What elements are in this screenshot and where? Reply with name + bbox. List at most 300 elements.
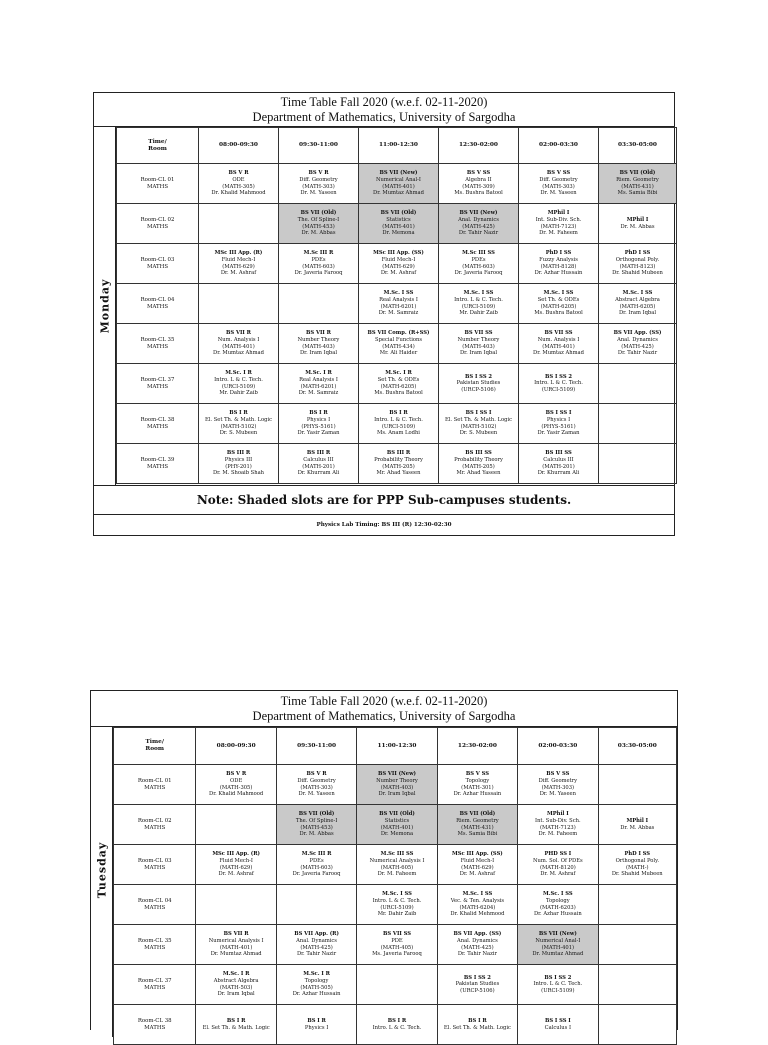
cell-line: Topology (304, 977, 329, 984)
cell-line: Physics I (306, 416, 331, 423)
cell-line: Dr. M. Yaseen (540, 190, 577, 197)
cell-line: BS I SS 2 (544, 974, 572, 981)
department-subtitle: Department of Mathematics, University of Sargodha (252, 110, 516, 124)
cell-line: Probability Theory (454, 456, 503, 463)
cell-line: El. Set Th. & Math. Logic (444, 416, 513, 423)
cell-line: BS VII App. (R) (294, 931, 339, 938)
class-slot (276, 1005, 356, 1045)
cell-line: (MATH-5102) (220, 423, 257, 430)
cell-line: (MATH-629) (222, 263, 255, 270)
cell-line: Dr. M. Faheem (538, 831, 578, 838)
cell-line: BS VII (New) (459, 210, 498, 217)
cell-line: (MATH-603) (462, 263, 495, 270)
cell-line: 08:00-09:30 (219, 142, 258, 149)
cell-line: Fluid Mech-I (381, 256, 416, 263)
class-slot (439, 244, 519, 284)
cell-line: (MATH-403) (302, 343, 335, 350)
cell-line: 02:00-03:30 (539, 142, 578, 149)
cell-line: El. Set Th. & Math. Logic (204, 416, 273, 423)
day-label-tuesday: Tuesday (95, 841, 108, 898)
cell-line: Room-CL 01 (137, 777, 172, 784)
class-slot (196, 885, 276, 925)
room-cell (114, 965, 196, 1005)
cell-line: (MATH-6205) (619, 303, 656, 310)
cell-line: (MATH-425) (461, 944, 494, 951)
tuesday-timetable-sheet (90, 690, 678, 1030)
cell-line: Mr. Dahir Zaib (377, 911, 417, 918)
cell-line: Dr. Mumtaz Ahmad (210, 951, 262, 958)
cell-line: Dr. Iram Iqbal (217, 991, 255, 998)
cell-line: (MATH-303) (541, 784, 575, 791)
cell-line: M.Sc. I R (305, 370, 332, 377)
cell-line: (MATH-6201) (380, 303, 417, 310)
cell-line: BS VII (New) (379, 170, 418, 177)
cell-line: Dr. Memona (382, 230, 415, 237)
cell-line: (URCI-5109) (381, 423, 416, 430)
cell-line: Dr. Memona (380, 831, 414, 838)
class-slot (598, 925, 676, 965)
tuesday-schedule-table (113, 727, 677, 1045)
room-cell (114, 1005, 196, 1045)
cell-line: (MATH-8120) (539, 864, 576, 871)
class-slot (276, 765, 356, 805)
room-cell (117, 444, 199, 484)
cell-line: (MATH-309) (462, 183, 495, 190)
cell-line: BS V SS (546, 771, 570, 778)
table-row (114, 805, 677, 845)
time-slot-header (439, 128, 519, 164)
cell-line: (MATH-205) (462, 463, 495, 470)
cell-line: BS I R (309, 410, 328, 417)
cell-line: (MATH-6204) (459, 904, 496, 911)
class-slot (276, 885, 356, 925)
cell-line: Intro. L & C. Tech. (372, 1024, 422, 1031)
table-row (117, 324, 677, 364)
cell-line: (MATH-401) (222, 343, 255, 350)
cell-line: (MATH-629) (461, 864, 494, 871)
cell-line: (MATH-305) (219, 784, 253, 791)
class-slot (519, 324, 599, 364)
class-slot (357, 925, 437, 965)
cell-line: Int. Sub-Div. Sch. (535, 216, 582, 223)
cell-line: Dr. Tahir Nazir (457, 951, 497, 958)
cell-line: Intro. L & C. Tech. (374, 416, 423, 423)
cell-line: Dr. M. Yaseen (539, 791, 576, 798)
cell-line: M.Sc. I R (225, 370, 252, 377)
cell-line: MSc III App. (R) (212, 851, 260, 858)
time-slot-header (519, 128, 599, 164)
cell-line: Calculus III (543, 456, 574, 463)
cell-line: Intro. L & C. Tech. (214, 376, 263, 383)
tuesday-title-block (91, 691, 677, 727)
class-slot (199, 204, 279, 244)
class-slot (439, 284, 519, 324)
table-row (114, 1005, 677, 1045)
cell-line: (MATH-7123) (540, 223, 577, 230)
class-slot (279, 284, 359, 324)
cell-line: BS V R (306, 771, 327, 778)
cell-line: Dr. M. Ashraf (459, 871, 496, 878)
cell-line: BS VII (Old) (380, 210, 417, 217)
table-row (117, 364, 677, 404)
cell-line: BS V SS (465, 771, 489, 778)
cell-line: MATHS (144, 984, 166, 991)
cell-line: MATHS (146, 263, 169, 270)
cell-line: (MATH-405) (380, 944, 414, 951)
cell-line: BS VII R (223, 931, 249, 938)
cell-line: MSc III App. (SS) (373, 250, 424, 257)
cell-line: PDEs (309, 857, 324, 864)
cell-line: BS V R (308, 170, 329, 177)
cell-line: Anal. Dynamics (457, 937, 498, 944)
room-cell (114, 805, 196, 845)
time-slot-header (598, 728, 676, 765)
cell-line: M.Sc III SS (462, 250, 495, 257)
cell-line: Abstract Algebra (213, 977, 259, 984)
cell-line: (MATH-401) (219, 944, 253, 951)
cell-line: Diff. Geometry (538, 777, 578, 784)
cell-line: Calculus III (303, 456, 334, 463)
class-slot (276, 845, 356, 885)
cell-line: Mr. Ahad Yaseen (376, 470, 421, 477)
cell-line: Dr. Mumtaz Ahmad (213, 350, 264, 357)
cell-line: BS VII (New) (377, 771, 417, 778)
class-slot-shaded (518, 925, 598, 965)
cell-line: (URCI-5109) (221, 383, 256, 390)
cell-line: Diff. Geometry (297, 777, 336, 784)
table-row (117, 244, 677, 284)
cell-line: Intro. L & C. Tech. (534, 380, 583, 387)
cell-line: MATHS (144, 904, 166, 911)
cell-line: BS VII Comp. (R+SS) (367, 330, 430, 337)
cell-line: Dr. Shahid Mubeen (612, 270, 663, 277)
cell-line: BS I R (468, 1017, 487, 1024)
cell-line: MATHS (146, 383, 169, 390)
class-slot (276, 965, 356, 1005)
cell-line: Number Theory (457, 336, 500, 343)
cell-line: Dr. Tahir Nazir (296, 951, 337, 958)
class-slot (199, 444, 279, 484)
cell-line: (MATH-205) (382, 463, 415, 470)
cell-line: Ms. Bushra Batool (534, 310, 583, 317)
class-slot (519, 364, 599, 404)
class-slot (359, 284, 439, 324)
cell-line: MSc III App. (SS) (452, 851, 503, 858)
cell-line: BS VII SS (464, 330, 493, 337)
cell-line: Dr. Azhar Hussain (534, 270, 583, 277)
class-slot (196, 965, 276, 1005)
cell-line: Pakistan Studies (456, 380, 501, 387)
class-slot (196, 805, 276, 845)
cell-line: 03:30-05:00 (617, 742, 657, 749)
class-slot (599, 444, 677, 484)
class-slot (279, 404, 359, 444)
cell-line: (MATH-401) (542, 343, 575, 350)
time-room-header (117, 128, 199, 164)
cell-line: (MATH-603) (300, 864, 333, 871)
cell-line: (MATH-6203) (539, 904, 576, 911)
cell-line: M.Sc. I SS (542, 891, 573, 898)
cell-line: Statistics (384, 817, 410, 824)
cell-line: Dr. S. Mubeen (459, 430, 498, 437)
cell-line: 02:00-03:30 (538, 742, 578, 749)
cell-line: Dr. S. Mubeen (219, 430, 258, 437)
class-slot (196, 1005, 276, 1045)
cell-line: BS I R (229, 410, 248, 417)
cell-line: El. Set Th. & Math. Logic (443, 1024, 511, 1031)
cell-line: (MATH-403) (380, 784, 414, 791)
time-slot-header (196, 728, 276, 765)
cell-line: Int. Sub-Div. Sch. (535, 817, 581, 824)
cell-line: MPhil I (547, 811, 569, 818)
cell-line: (MATH-) (625, 864, 649, 871)
cell-line: (PHYS-5161) (301, 423, 336, 430)
class-slot (518, 965, 598, 1005)
cell-line: (MATH-431) (461, 824, 494, 831)
cell-line: (MATH-425) (300, 944, 333, 951)
cell-line: MATHS (144, 1024, 166, 1031)
cell-line: Dr. Yasir Zaman (537, 430, 580, 437)
cell-line: Room-CL 04 (137, 897, 172, 904)
cell-line: MPhil I (626, 817, 649, 824)
cell-line: BS VII (Old) (619, 170, 656, 177)
cell-line: (MATH-6201) (300, 383, 337, 390)
cell-line: Dr. Iram Iqbal (378, 791, 416, 798)
class-slot (439, 444, 519, 484)
class-slot (437, 925, 517, 965)
cell-line: BS I R (307, 1017, 326, 1024)
cell-line: BS VII R (226, 330, 251, 337)
cell-line: The. Of Spline-I (295, 817, 338, 824)
timetable-title: Time Table Fall 2020 (w.e.f. 02-11-2020) (280, 95, 488, 109)
class-slot (359, 324, 439, 364)
cell-line: BS VII (Old) (379, 811, 415, 818)
table-row (117, 164, 677, 204)
cell-line: Fuzzy Analysis (539, 256, 578, 263)
cell-line: (MATH-8123) (619, 263, 656, 270)
class-slot (599, 324, 677, 364)
table-row (117, 404, 677, 444)
cell-line: Time/ (148, 138, 167, 145)
cell-line: (MATH-401) (380, 824, 414, 831)
time-slot-header (357, 728, 437, 765)
cell-line: Dr. M. Abbas (299, 831, 334, 838)
cell-line: M.Sc. I R (303, 971, 330, 978)
class-slot (439, 404, 519, 444)
cell-line: Dr. Azhar Hussain (292, 991, 341, 998)
cell-line: MSc III App. (R) (214, 250, 263, 257)
cell-line: BS I R (387, 1017, 407, 1024)
class-slot-shaded (357, 805, 437, 845)
cell-line: (MATH-434) (382, 343, 415, 350)
cell-line: Room (148, 145, 167, 152)
class-slot (359, 364, 439, 404)
cell-line: (URCI-5109) (461, 303, 496, 310)
cell-line: Room-CL 35 (140, 336, 175, 343)
class-slot (598, 885, 676, 925)
cell-line: BS VII (Old) (459, 811, 496, 818)
class-slot (357, 885, 437, 925)
cell-line: Dr. Javeria Farooq (292, 871, 341, 878)
cell-line: M.Sc. I SS (463, 290, 494, 297)
cell-line: 09:30-11:00 (297, 742, 337, 749)
cell-line: (MATH-401) (541, 944, 575, 951)
cell-line: M.Sc. I R (385, 370, 412, 377)
cell-line: Dr. Shahid Mubeen (611, 871, 663, 878)
class-slot-shaded (357, 765, 437, 805)
cell-line: BS III R (386, 450, 411, 457)
cell-line: 11:00-12:30 (377, 742, 417, 749)
class-slot (437, 885, 517, 925)
cell-line: PDE (391, 937, 403, 944)
cell-line: The. Of Spline-I (297, 216, 340, 223)
cell-line: (MATH-303) (542, 183, 575, 190)
class-slot (439, 364, 519, 404)
class-slot (519, 164, 599, 204)
cell-line: Ms. Bushra Batool (374, 390, 423, 397)
cell-line: Dr. M. Ashraf (540, 871, 576, 878)
class-slot (518, 845, 598, 885)
table-row (117, 284, 677, 324)
class-slot (276, 925, 356, 965)
cell-line: BS V R (228, 170, 249, 177)
cell-line: M.Sc III R (301, 851, 332, 858)
room-cell (114, 925, 196, 965)
cell-line: BS V R (226, 771, 247, 778)
department-subtitle: Department of Mathematics, University of Sargodha (252, 709, 516, 723)
cell-line: Dr. Yasir Zaman (297, 430, 340, 437)
room-cell (114, 765, 196, 805)
cell-line: MATHS (144, 784, 166, 791)
cell-line: BS VII R (306, 330, 331, 337)
class-slot (519, 404, 599, 444)
cell-line: BS I SS 2 (545, 373, 572, 380)
cell-line: PhD I SS (624, 250, 651, 257)
class-slot (598, 805, 676, 845)
cell-line: Dr. Khalid Mahmood (211, 190, 266, 197)
class-slot-shaded (279, 204, 359, 244)
class-slot (599, 284, 677, 324)
cell-line: Dr. M. Faheem (539, 230, 578, 237)
cell-line: Dr. M. Shoaib Shah (212, 470, 265, 477)
cell-line: MATHS (144, 824, 166, 831)
cell-line: Time/ (145, 739, 164, 746)
cell-line: BS I R (389, 410, 408, 417)
cell-line: Numerical Analysis I (208, 937, 264, 944)
class-slot (357, 965, 437, 1005)
cell-line: Diff. Geometry (539, 176, 578, 183)
cell-line: Room-CL 02 (137, 817, 172, 824)
cell-line: (MATH-401) (382, 223, 415, 230)
class-slot (199, 164, 279, 204)
cell-line: Physics I (304, 1024, 329, 1031)
cell-line: M.Sc. I SS (622, 290, 653, 297)
cell-line: (MATH-505) (300, 984, 333, 991)
tuesday-day-column (91, 727, 113, 1037)
cell-line: Room-CL 02 (140, 216, 175, 223)
class-slot (518, 1005, 598, 1045)
cell-line: Dr. Khurram Ali (297, 470, 340, 477)
cell-line: Number Theory (376, 777, 418, 784)
class-slot (518, 885, 598, 925)
cell-line: (MATH-301) (461, 784, 494, 791)
time-slot-header (437, 728, 517, 765)
cell-line: Set Th. & ODEs (377, 376, 420, 383)
cell-line: (MATH-401) (382, 183, 415, 190)
time-slot-header (359, 128, 439, 164)
time-slot-header (199, 128, 279, 164)
class-slot (518, 765, 598, 805)
cell-line: Room-CL 04 (140, 296, 175, 303)
cell-line: BS I R (226, 1017, 246, 1024)
cell-line: 03:30-05:00 (618, 142, 657, 149)
cell-line: (MATH-425) (462, 223, 495, 230)
table-row (114, 925, 677, 965)
cell-line: Abstract Algebra (615, 296, 660, 303)
class-slot (199, 404, 279, 444)
cell-line: Riem. Geometry (616, 176, 659, 183)
class-slot (439, 164, 519, 204)
class-slot-shaded (276, 805, 356, 845)
day-label-monday: Monday (98, 278, 111, 334)
class-slot (196, 765, 276, 805)
cell-line: 08:00-09:30 (216, 742, 256, 749)
time-slot-header (599, 128, 677, 164)
room-cell (117, 364, 199, 404)
cell-line: Mr. Dahir Zaib (459, 310, 498, 317)
cell-line: BS VII App. (SS) (453, 931, 502, 938)
cell-line: M.Sc. I R (222, 971, 250, 978)
cell-line: Dr. M. Samraiz (298, 390, 339, 397)
cell-line: Statistics (386, 216, 411, 223)
cell-line: BS V SS (546, 170, 571, 177)
table-row (117, 444, 677, 484)
cell-line: MPhil I (547, 210, 570, 217)
cell-line: Dr. M. Abbas (620, 223, 655, 230)
cell-line: (MATH-6205) (540, 303, 577, 310)
cell-line: Diff. Geometry (299, 176, 338, 183)
cell-line: PhD I SS (545, 250, 572, 257)
cell-line: (MATH-453) (302, 223, 335, 230)
class-slot-shaded (599, 164, 677, 204)
cell-line: Dr. M. Yaseen (300, 190, 337, 197)
cell-line: MPhil I (626, 216, 649, 223)
cell-line: PDEs (311, 256, 326, 263)
class-slot (598, 845, 676, 885)
class-slot (437, 765, 517, 805)
cell-line: Room-CL 39 (140, 456, 175, 463)
cell-line: Dr. Mumtaz Ahmad (373, 190, 424, 197)
class-slot (199, 324, 279, 364)
cell-line: M.Sc III R (303, 250, 334, 257)
cell-line: M.Sc. I SS (543, 290, 574, 297)
cell-line: (MATH-201) (542, 463, 575, 470)
cell-line: ODE (230, 777, 243, 784)
cell-line: MATHS (144, 944, 166, 951)
cell-line: Fluid Mech-I (221, 256, 256, 263)
class-slot (279, 244, 359, 284)
cell-line: BS III SS (545, 450, 572, 457)
cell-line: Dr. M. Ashraf (380, 270, 417, 277)
cell-line: MATHS (146, 303, 169, 310)
cell-line: (MATH-5102) (460, 423, 497, 430)
cell-line: Dr. Azhar Hussain (453, 791, 502, 798)
cell-line: (MATH-7123) (539, 824, 576, 831)
cell-line: Dr. Khurram Ali (537, 470, 580, 477)
class-slot (199, 244, 279, 284)
room-cell (117, 204, 199, 244)
cell-line: (MATH-303) (302, 183, 335, 190)
